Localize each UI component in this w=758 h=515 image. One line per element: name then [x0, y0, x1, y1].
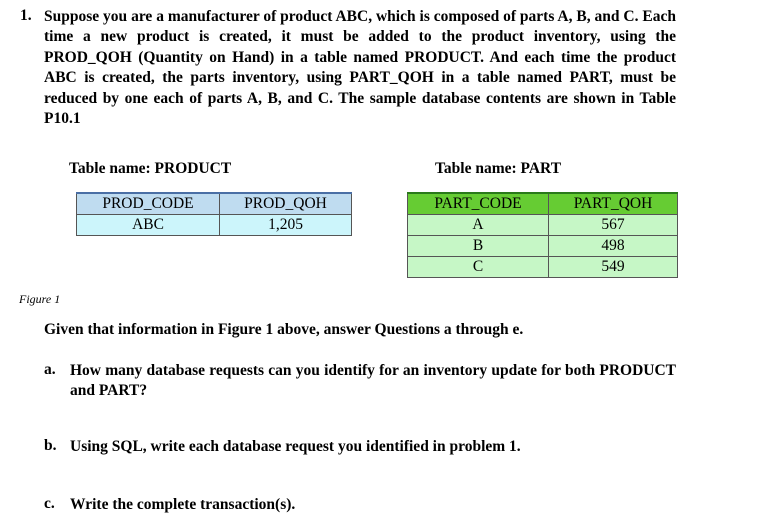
part-cell-qoh: 549 [549, 257, 678, 278]
subquestion-letter-a: a. [44, 361, 56, 378]
part-cell-qoh: 498 [549, 236, 678, 257]
product-table-title: Table name: PRODUCT [69, 160, 232, 177]
product-header-prod-code: PROD_CODE [77, 193, 220, 215]
part-cell-code: A [408, 215, 549, 236]
table-row [77, 215, 352, 236]
product-cell-code: ABC [77, 215, 220, 236]
part-header-part-code: PART_CODE [408, 193, 549, 215]
subquestion-text-c: Write the complete transaction(s). [70, 496, 296, 513]
subquestion-letter-b: b. [44, 437, 57, 454]
subquestion-text-b: Using SQL, write each database request you identified in problem 1. [70, 438, 521, 455]
product-cell-qoh: 1,205 [220, 215, 352, 236]
instructions: Given that information in Figure 1 above, answer Questions a through e. [44, 321, 524, 338]
part-table [407, 192, 678, 278]
part-header-part-qoh: PART_QOH [549, 193, 678, 215]
table-row [408, 215, 678, 236]
question-text: Suppose you are a manufacturer of product ABC, which is composed of parts A, B, and C. Each time a new product is created, it must be added to the product inventory, using the PROD_QOH (Quantity on Hand) in a table named PRODUCT. And each time the product ABC is created, the parts inventory, using PART_QOH in a table named PART, must be reduced by one each of parts A, B, and C. The sample database contents are shown in Table P10.1 [44, 8, 676, 128]
product-table [76, 192, 352, 236]
question-number: 1. [20, 7, 32, 24]
table-row [408, 257, 678, 278]
subquestion-text-a: How many database requests can you identify for an inventory update for both PRODUCT and PART? [70, 362, 676, 399]
part-cell-code: B [408, 236, 549, 257]
table-row [408, 236, 678, 257]
subquestion-letter-c: c. [44, 495, 55, 512]
part-cell-code: C [408, 257, 549, 278]
part-table-title: Table name: PART [435, 160, 562, 177]
product-header-prod-qoh: PROD_QOH [220, 193, 352, 215]
part-cell-qoh: 567 [549, 215, 678, 236]
figure-caption: Figure 1 [19, 292, 61, 306]
